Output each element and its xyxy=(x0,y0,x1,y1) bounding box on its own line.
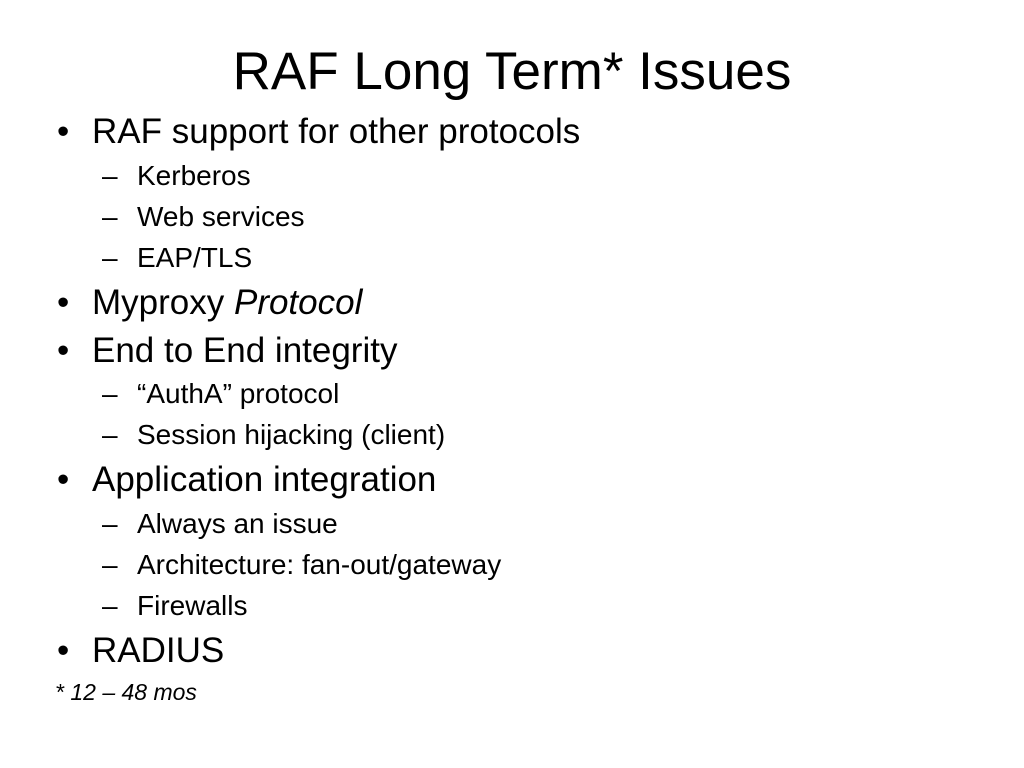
bullet-text: RAF support for other protocols xyxy=(92,112,581,151)
sub-text: Always an issue xyxy=(137,508,338,539)
sub-item-autha xyxy=(102,378,339,410)
sub-marker: – xyxy=(102,419,118,450)
sub-item-always-an-issue xyxy=(102,508,338,540)
sub-item-web-services xyxy=(102,201,305,233)
slide-title: RAF Long Term* Issues xyxy=(232,42,792,101)
bullet-marker: • xyxy=(57,112,70,151)
sub-text: EAP/TLS xyxy=(137,242,253,273)
bullet-text: Application integration xyxy=(92,460,437,499)
bullet-myproxy xyxy=(57,283,362,323)
bullet-text: RADIUS xyxy=(92,631,225,670)
sub-marker: – xyxy=(102,378,118,409)
sub-marker: – xyxy=(102,160,118,191)
bullet-text: Myproxy xyxy=(92,283,234,322)
bullet-marker: • xyxy=(57,631,70,670)
sub-text: Firewalls xyxy=(137,590,248,621)
sub-text: Architecture: fan-out/gateway xyxy=(137,549,502,580)
bullet-text: End to End integrity xyxy=(92,331,398,370)
bullet-raf-support xyxy=(57,112,580,152)
sub-text: Session hijacking (client) xyxy=(137,419,446,450)
bullet-application-integration xyxy=(57,460,436,500)
bullet-marker: • xyxy=(57,331,70,370)
sub-marker: – xyxy=(102,549,118,580)
bullet-end-to-end xyxy=(57,331,397,371)
bullet-marker: • xyxy=(57,283,70,322)
sub-item-firewalls xyxy=(102,590,247,622)
sub-text: “AuthA” protocol xyxy=(137,378,340,409)
sub-marker: – xyxy=(102,508,118,539)
sub-item-architecture xyxy=(102,549,501,581)
sub-marker: – xyxy=(102,242,118,273)
sub-item-session-hijacking xyxy=(102,419,445,451)
sub-text: Web services xyxy=(137,201,305,232)
bullet-radius xyxy=(57,631,224,671)
sub-marker: – xyxy=(102,590,118,621)
sub-item-eap-tls xyxy=(102,242,252,274)
footnote: * 12 – 48 mos xyxy=(55,679,197,705)
sub-marker: – xyxy=(102,201,118,232)
bullet-text-italic: Protocol xyxy=(233,283,363,322)
sub-item-kerberos xyxy=(102,160,251,192)
bullet-marker: • xyxy=(57,460,70,499)
sub-text: Kerberos xyxy=(137,160,251,191)
